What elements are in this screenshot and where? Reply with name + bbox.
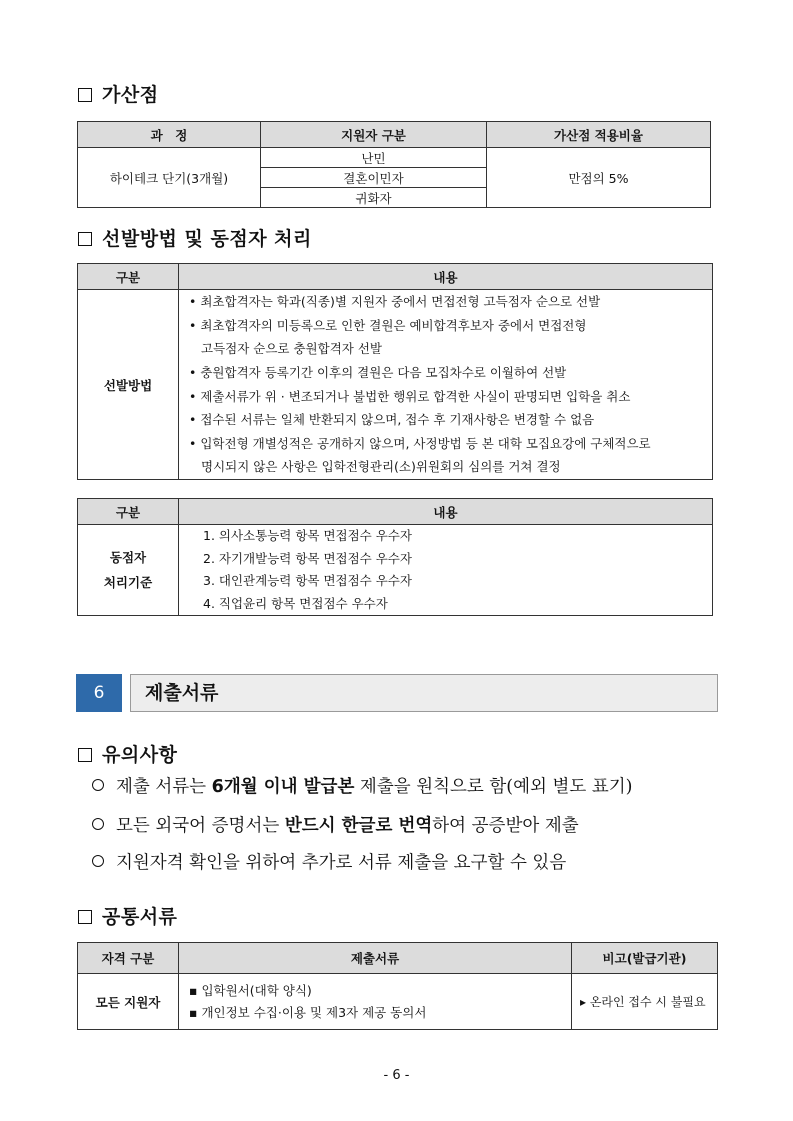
tie-header-content: 내용 [179, 499, 713, 525]
circle-bullet-icon [92, 855, 104, 867]
bonus-header-rate: 가산점 적용비율 [487, 122, 711, 148]
selection-method-label: 선발방법 [78, 290, 179, 480]
method-line: 고득점자 순으로 충원합격자 선발 [201, 341, 382, 357]
bonus-course: 하이테크 단기(3개월) [78, 148, 261, 208]
selection-heading: 선발방법 및 동점자 처리 [78, 224, 312, 251]
note-line: 모든 외국어 증명서는 반드시 한글로 번역하여 공증받아 제출 [92, 812, 579, 837]
common-qualification: 모든 지원자 [78, 974, 179, 1030]
tie-label: 동점자 처리기준 [78, 525, 179, 616]
method-line: • 제출서류가 위 · 변조되거나 불법한 행위로 합격한 사실이 판명되면 입학을 취소 [189, 388, 631, 404]
method-line: 명시되지 않은 사항은 입학전형관리(소)위원회의 심의를 거쳐 결정 [201, 459, 561, 475]
tie-table [77, 498, 713, 616]
bonus-header-course: 과 정 [78, 122, 261, 148]
tie-criterion: 4. 직업윤리 항목 면접점수 우수자 [203, 595, 388, 611]
selection-header-category: 구분 [78, 264, 179, 290]
document-item: ▪ 입학원서(대학 양식) [189, 982, 312, 998]
circle-bullet-icon [92, 818, 104, 830]
bonus-applicant: 난민 [261, 148, 487, 168]
bonus-rate: 만점의 5% [487, 148, 711, 208]
bonus-table [77, 121, 711, 208]
section-number: 6 [76, 674, 122, 712]
circle-bullet-icon [92, 779, 104, 791]
checkbox-square-icon [78, 910, 92, 924]
selection-table [77, 263, 713, 480]
section-title: 제출서류 [130, 674, 718, 712]
method-line: • 접수된 서류는 일체 반환되지 않으며, 접수 후 기재사항은 변경할 수 없음 [189, 412, 595, 428]
bonus-applicant: 귀화자 [261, 188, 487, 208]
checkbox-square-icon [78, 232, 92, 246]
bonus-applicant: 결혼이민자 [261, 168, 487, 188]
method-line: • 최초합격자의 미등록으로 인한 결원은 예비합격후보자 중에서 면접전형 [189, 317, 587, 333]
common-remark: ▸ 온라인 접수 시 불필요 [572, 974, 718, 1030]
common-header-remark: 비고(발급기관) [572, 943, 718, 974]
bonus-header-applicant: 지원자 구분 [261, 122, 487, 148]
method-line: • 충원합격자 등록기간 이후의 결원은 다음 모집차수로 이월하여 선발 [189, 364, 567, 380]
notes-heading: 유의사항 [78, 740, 177, 767]
common-header-qualification: 자격 구분 [78, 943, 179, 974]
tie-criteria [179, 525, 713, 616]
checkbox-square-icon [78, 88, 92, 102]
document-item: ▪ 개인정보 수집·이용 및 제3자 제공 동의서 [189, 1004, 427, 1020]
tie-criterion: 2. 자기개발능력 항목 면접점수 우수자 [203, 550, 412, 566]
bonus-heading: 가산점 [78, 80, 159, 107]
checkbox-square-icon [78, 748, 92, 762]
common-docs-table [77, 942, 718, 1030]
common-header-documents: 제출서류 [179, 943, 572, 974]
note-line: 제출 서류는 6개월 이내 발급본 제출을 원칙으로 함(예외 별도 표기) [92, 773, 633, 798]
note-line: 지원자격 확인을 위하여 추가로 서류 제출을 요구할 수 있음 [92, 849, 566, 874]
tie-criterion: 3. 대인관계능력 항목 면접점수 우수자 [203, 573, 412, 588]
page-number: - 6 - [383, 1068, 410, 1083]
selection-method-content [179, 290, 713, 480]
tie-header-category: 구분 [78, 499, 179, 525]
method-line: • 최초합격자는 학과(직종)별 지원자 중에서 면접전형 고득점자 순으로 선발 [189, 294, 601, 310]
tie-criterion: 1. 의사소통능력 항목 면접점수 우수자 [203, 528, 412, 543]
common-documents [179, 974, 572, 1030]
method-line: • 입학전형 개별성적은 공개하지 않으며, 사정방법 등 본 대학 모집요강에 구체적으로 [189, 435, 651, 451]
selection-header-content: 내용 [179, 264, 713, 290]
common-docs-heading: 공통서류 [78, 902, 177, 929]
